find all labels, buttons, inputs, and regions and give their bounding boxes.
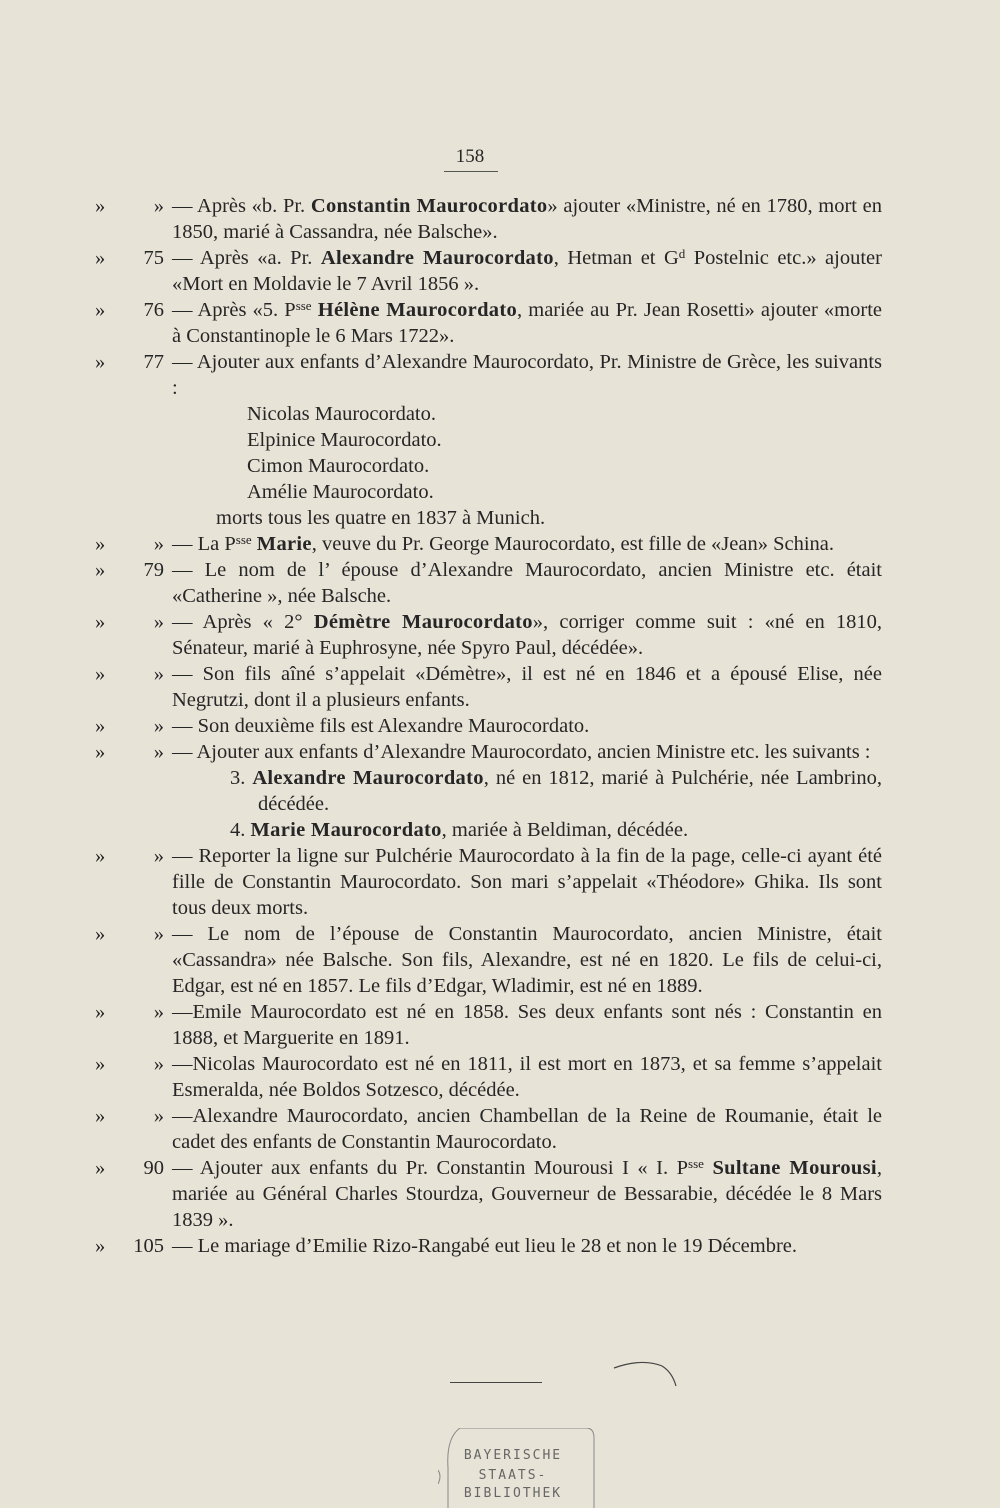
stamp-line-2: STAATS- [478, 1468, 548, 1483]
entry-text: —Emile Maurocordato est né en 1858. Ses deux enfants sont nés : Constantin en 1888, et Marguerite en 1891. [172, 1001, 882, 1049]
stamp-line-3: BIBLIOTHEK [463, 1486, 563, 1501]
entry-text: — Ajouter aux enfants d’Alexandre Maurocordato, ancien Ministre etc. les suivants : [172, 741, 871, 763]
entry-text: —Nicolas Maurocordato est né en 1811, il est mort en 1873, et sa femme s’appelait Esmeralda, née Boldos Sotzesco, décédée. [172, 1053, 882, 1101]
entry-text: — Le nom de l’épouse de Constantin Maurocordato, ancien Ministre, était «Cassandra» née Balsche. Son fils, Alexandre, est né en 1820. Le fils de celui-ci, Edgar, est né en 1857. Le fils d’Edgar, Wladimir, est né en 1889. [172, 923, 882, 997]
errata-entry [0, 661, 1000, 713]
page-reference: » [153, 923, 164, 945]
entry-text [172, 401, 882, 531]
errata-entry [0, 245, 1000, 297]
child-name: Elpinice Maurocordato. [247, 429, 442, 451]
bold-name: Marie Maurocordato [250, 819, 442, 841]
page-reference: » [153, 1053, 164, 1075]
ditto-mark: » [95, 1001, 106, 1023]
entry-text: — La $P^{sse}$ Marie, veuve du Pr. George Maurocordato, est fille de «Jean» Schina. [172, 532, 835, 555]
page-reference: » [153, 845, 164, 867]
errata-entry [0, 1233, 1000, 1259]
child-name: Nicolas Maurocordato. [247, 403, 436, 425]
entry-text: —Alexandre Maurocordato, ancien Chambellan de la Reine de Roumanie, était le cadet des enfants de Constantin Maurocordato. [172, 1105, 882, 1153]
page-reference: » [153, 1001, 164, 1023]
page-reference: 76 [143, 299, 164, 321]
page-reference: 75 [143, 247, 164, 269]
ditto-mark: » [95, 1105, 106, 1127]
ditto-mark: » [95, 663, 106, 685]
page-reference: » [153, 663, 164, 685]
ditto-mark: » [95, 195, 106, 217]
errata-entry [0, 349, 1000, 401]
entry-text: — Après «a. Pr. Alexandre Maurocordato, Hetman et $G^d$ Postelnic etc.» ajouter «Mort en Moldavie le 7 Avril 1856 ». [172, 246, 882, 295]
page-reference: » [153, 195, 164, 217]
page-reference: 79 [143, 559, 164, 581]
superscript: d [678, 246, 686, 261]
errata-entry [0, 297, 1000, 349]
entry-text: — Son fils aîné s’appelait «Démètre», il est né en 1846 et a épousé Elise, née Negrutzi, dont il a plusieurs enfants. [172, 663, 882, 711]
closing-note: morts tous les quatre en 1837 à Munich. [216, 507, 546, 529]
header-rule [444, 171, 498, 172]
errata-entry [0, 843, 1000, 921]
errata-entry [0, 1103, 1000, 1155]
entry-text [172, 765, 882, 843]
entry-text: — Le nom de l’ épouse d’Alexandre Maurocordato, ancien Ministre etc. était «Catherine », née Balsche. [172, 559, 882, 607]
errata-entry [0, 557, 1000, 609]
page-reference: 90 [143, 1157, 164, 1179]
ditto-mark: » [95, 923, 106, 945]
entry-text: — Ajouter aux enfants d’Alexandre Maurocordato, Pr. Ministre de Grèce, les suivants : [172, 351, 882, 399]
bold-name: Hélène Maurocordato [317, 299, 518, 321]
ditto-mark: » [95, 1235, 106, 1257]
ditto-mark: » [95, 741, 106, 763]
numbered-child: 4. Marie Maurocordato, mariée à Beldiman, décédée. [230, 819, 689, 841]
page-reference: » [153, 611, 164, 633]
entry-text: — Le mariage d’Emilie Rizo-Rangabé eut lieu le 28 et non le 19 Décembre. [172, 1235, 798, 1257]
superscript: sse [235, 532, 252, 547]
errata-entry [0, 531, 1000, 557]
entry-text: — Ajouter aux enfants du Pr. Constantin Mourousi I « I. $P^{sse}$ Sultane Mourousi, mariée au Général Charles Stourdza, Gouverneur de Bessarabie, décédée le 8 Mars 1839 ». [172, 1156, 882, 1231]
ditto-mark: » [95, 533, 106, 555]
bold-name: Démètre Maurocordato [313, 611, 533, 633]
errata-entry [0, 193, 1000, 245]
errata-entry [0, 401, 1000, 531]
page-reference: » [153, 715, 164, 737]
bold-name: Alexandre Maurocordato [320, 247, 554, 269]
errata-entry [0, 713, 1000, 739]
ditto-mark: » [95, 247, 106, 269]
bold-name: Alexandre Maurocordato [252, 767, 484, 789]
errata-entry [0, 921, 1000, 999]
bold-name: Sultane Mourousi [712, 1157, 877, 1179]
ditto-mark: » [95, 351, 106, 373]
bold-name: Marie [256, 533, 312, 555]
errata-list [0, 193, 1000, 1259]
page-reference: » [153, 1105, 164, 1127]
child-name: Amélie Maurocordato. [247, 481, 434, 503]
stamp-line-1: BAYERISCHE [463, 1448, 563, 1463]
errata-entry [0, 739, 1000, 765]
entry-text: — Son deuxième fils est Alexandre Maurocordato. [172, 715, 590, 737]
page-number: 158 [455, 146, 485, 167]
entry-text: — Après «5. $P^{sse}$ Hélène Maurocordato, mariée au Pr. Jean Rosetti» ajouter «morte à Constantinople le 6 Mars 1722». [172, 298, 882, 347]
superscript: sse [295, 298, 312, 313]
entry-text: — Reporter la ligne sur Pulchérie Maurocordato à la fin de la page, celle-ci ayant été fille de Constantin Maurocordato. Son mari s’appelait «Théodore» Ghika. Ils sont tous deux morts. [172, 845, 882, 919]
ditto-mark: » [95, 1053, 106, 1075]
entry-text: — Après « 2° Démètre Maurocordato», corriger comme suit : «né en 1810, Sénateur, marié à Euphrosyne, née Spyro Paul, décédée». [172, 611, 882, 659]
errata-entry [0, 1051, 1000, 1103]
ditto-mark: » [95, 559, 106, 581]
library-stamp [438, 1428, 598, 1508]
bold-name: Constantin Maurocordato [310, 195, 548, 217]
entry-text: — Après «b. Pr. Constantin Maurocordato» ajouter «Ministre, né en 1780, mort en 1850, marié à Cassandra, née Balsche». [172, 195, 882, 243]
page-reference: 77 [143, 351, 164, 373]
end-rule [450, 1382, 542, 1383]
errata-entry [0, 999, 1000, 1051]
child-name: Cimon Maurocordato. [247, 455, 430, 477]
errata-entry [0, 1155, 1000, 1233]
errata-entry [0, 609, 1000, 661]
end-flourish [612, 1360, 682, 1390]
ditto-mark: » [95, 1157, 106, 1179]
page-reference: » [153, 741, 164, 763]
ditto-mark: » [95, 299, 106, 321]
ditto-mark: » [95, 845, 106, 867]
superscript: sse [688, 1156, 704, 1171]
numbered-child: 3. Alexandre Maurocordato, né en 1812, marié à Pulchérie, née Lambrino, décédée. [230, 767, 883, 815]
ditto-mark: » [95, 611, 106, 633]
ditto-mark: » [95, 715, 106, 737]
errata-entry [0, 765, 1000, 843]
page-reference: » [153, 533, 164, 555]
page-reference: 105 [133, 1235, 164, 1257]
